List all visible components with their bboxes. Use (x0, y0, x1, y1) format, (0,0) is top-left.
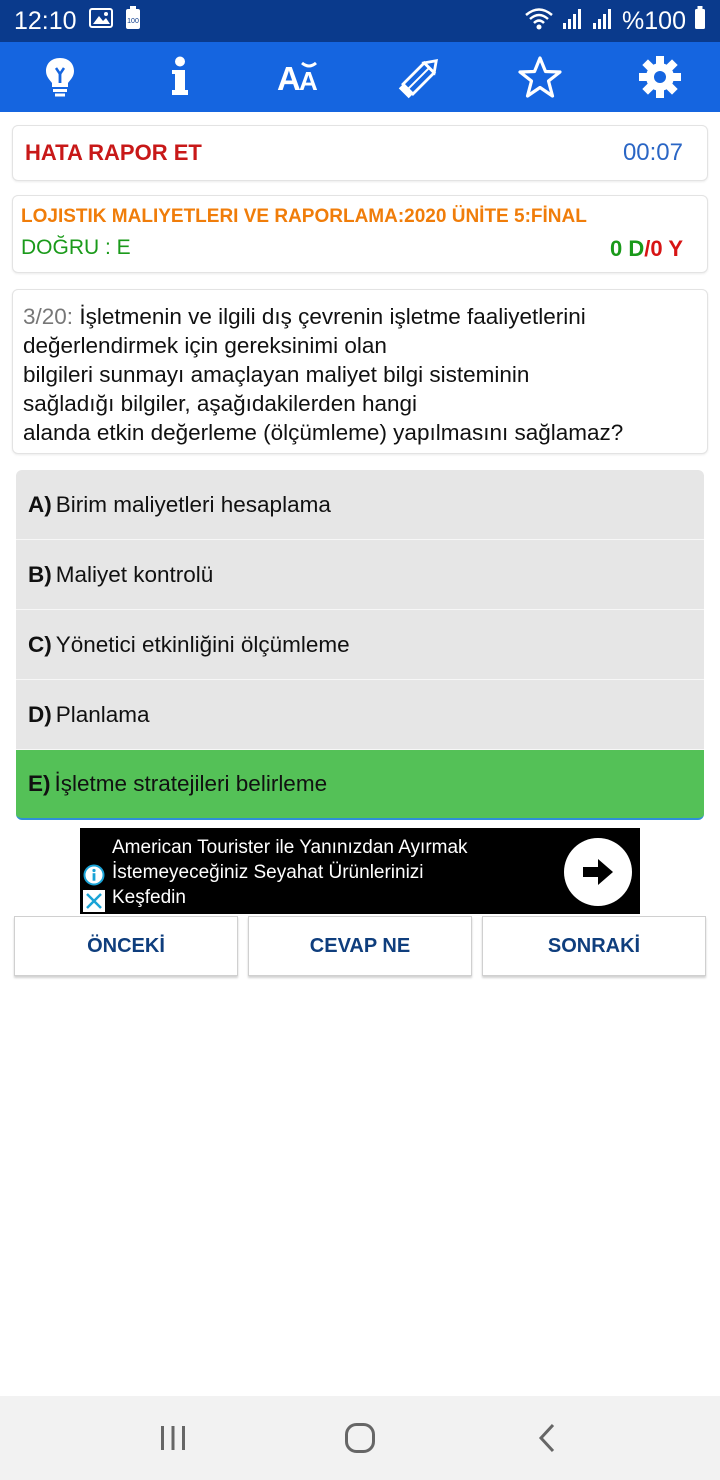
info-card (12, 195, 708, 273)
course-title: LOJISTIK MALIYETLERI VE RAPORLAMA:2020 ÜNİTE 5:FİNAL (21, 206, 587, 227)
answer-button[interactable]: CEVAP NE (248, 916, 472, 976)
svg-text:A: A (277, 60, 301, 95)
arrow-right-icon (581, 857, 615, 887)
question-text: İşletmenin ve ilgili dış çevrenin işletme faaliyetlerini (79, 304, 586, 329)
signal-icon (562, 6, 584, 37)
font-size-icon[interactable] (270, 47, 330, 107)
option-c[interactable] (16, 610, 704, 680)
ad-banner[interactable] (80, 828, 640, 914)
navigation-buttons (14, 916, 706, 976)
recent-apps-icon[interactable] (133, 1408, 213, 1468)
svg-text:100: 100 (126, 17, 139, 25)
ad-cta-button[interactable] (564, 838, 632, 906)
score-correct: 0 D (610, 236, 645, 261)
system-navigation-bar (0, 1396, 720, 1480)
question-number: 3/20: (23, 304, 74, 329)
option-text: Planlama (55, 701, 150, 727)
question-line: değerlendirmek için gereksinimi olan (23, 333, 387, 358)
status-bar (0, 0, 720, 42)
option-letter: E) (28, 771, 51, 796)
option-letter: C) (28, 631, 52, 657)
score (610, 236, 699, 262)
score-wrong: 0 Y (650, 236, 683, 261)
image-icon (89, 7, 113, 36)
correct-answer-label: DOĞRU : E (21, 236, 131, 259)
option-text: Yönetici etkinliğini ölçümleme (55, 631, 350, 657)
previous-button[interactable]: ÖNCEKİ (14, 916, 238, 976)
wifi-icon (524, 6, 554, 37)
option-letter: D) (28, 701, 52, 727)
battery-saver-icon (125, 6, 141, 37)
ad-line: Keşfedin (112, 887, 186, 908)
svg-text:A: A (299, 66, 318, 95)
option-text: İşletme stratejileri belirleme (54, 771, 328, 796)
report-error-link[interactable]: HATA RAPOR ET (25, 140, 202, 165)
toolbar (0, 42, 720, 112)
question-line: alanda etkin değerleme (ölçümleme) yapılmasını sağlamaz? (23, 420, 624, 445)
ad-text (112, 835, 552, 910)
clock: 12:10 (14, 6, 77, 35)
pencil-icon[interactable] (390, 47, 450, 107)
question-line: bilgileri sunmayı amaçlayan maliyet bilgi sisteminin (23, 362, 530, 387)
question-line (23, 302, 697, 331)
ad-close-icon[interactable] (83, 890, 105, 917)
battery-icon (694, 6, 706, 37)
ad-info-icon[interactable] (83, 864, 105, 891)
score-separator: / (644, 236, 651, 261)
option-d[interactable] (16, 680, 704, 750)
info-icon[interactable] (150, 47, 210, 107)
option-e[interactable] (16, 750, 704, 820)
report-card (12, 125, 708, 181)
question-line: sağladığı bilgiler, aşağıdakilerden hangi (23, 391, 418, 416)
option-b[interactable] (16, 540, 704, 610)
timer: 00:07 (622, 139, 683, 166)
lightbulb-icon[interactable] (30, 47, 90, 107)
battery-level: %100 (622, 6, 686, 35)
next-button[interactable]: SONRAKİ (482, 916, 706, 976)
option-a[interactable] (16, 470, 704, 540)
ad-line: İstemeyeceğiniz Seyahat Ürünlerinizi (112, 862, 424, 883)
ad-line: American Tourister ile Yanınızdan Ayırmak (112, 837, 468, 858)
answer-options (16, 470, 704, 820)
option-letter: B) (28, 561, 52, 587)
option-text: Maliyet kontrolü (55, 561, 214, 587)
signal-icon (592, 6, 614, 37)
question-card (12, 289, 708, 454)
gear-icon[interactable] (630, 47, 690, 107)
back-icon[interactable] (507, 1408, 587, 1468)
option-letter: A) (28, 491, 52, 517)
home-icon[interactable] (320, 1408, 400, 1468)
star-icon[interactable] (510, 47, 570, 107)
option-text: Birim maliyetleri hesaplama (55, 491, 331, 517)
